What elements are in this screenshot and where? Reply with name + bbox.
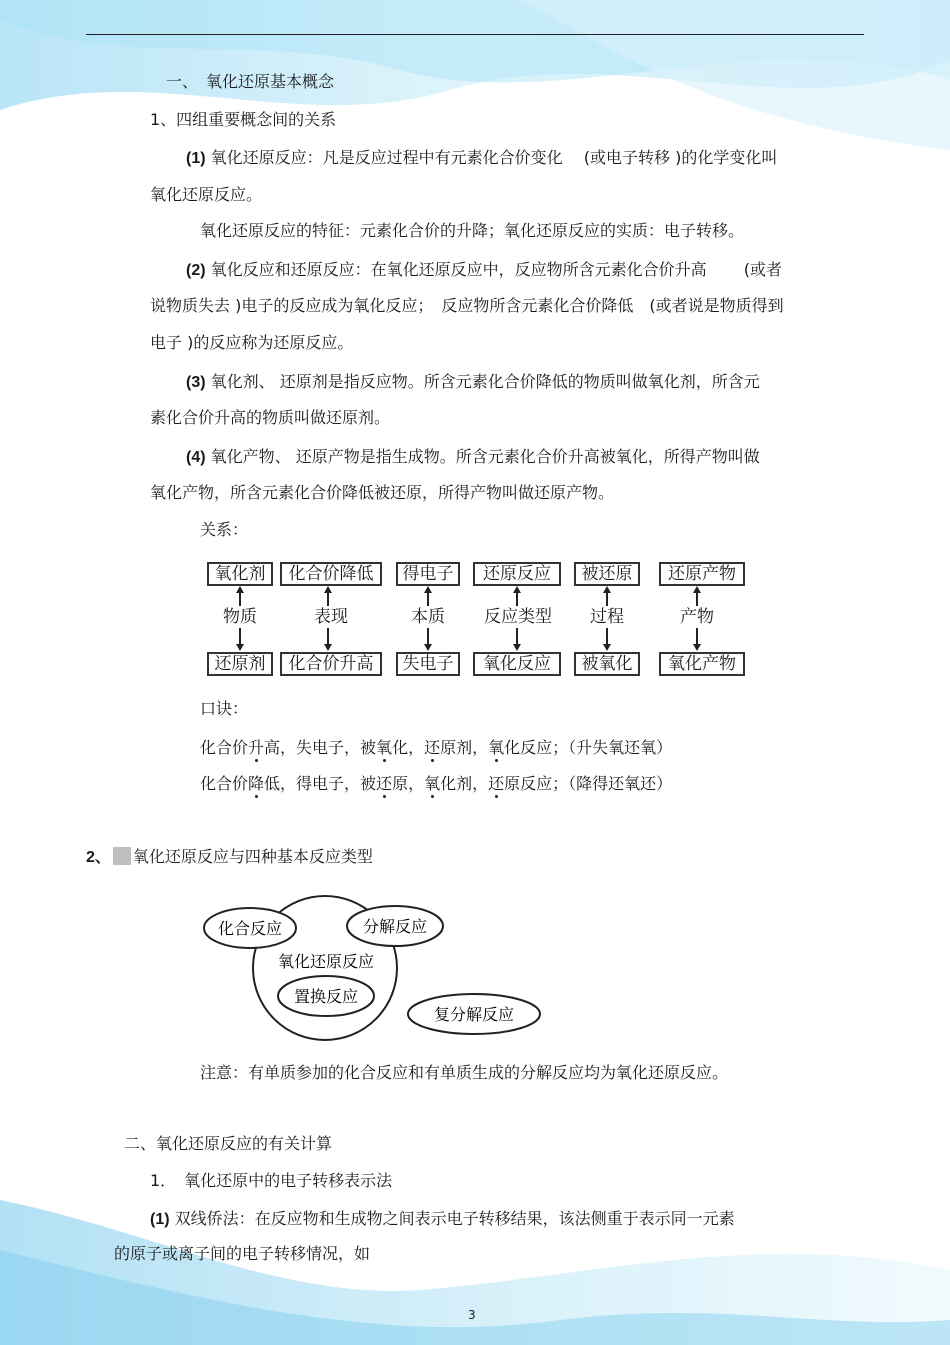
para2-number: (2) <box>186 262 206 279</box>
relation-top-reduction-product: 还原产物 <box>659 562 745 586</box>
venn-double-decomposition-label: 复分解反应 <box>433 1005 515 1024</box>
relation-bottom-oxidation-reaction: 氧化反应 <box>473 652 561 676</box>
mnemonic-line2 <box>200 774 672 794</box>
header-rule <box>86 34 864 35</box>
para1b-line: 氧化还原反应的特征：元素化合价的升降；氧化还原反应的实质：电子转移。 <box>200 221 745 240</box>
relation-mid-product: 产物 <box>680 607 714 627</box>
section2-heading: 二、氧化还原反应的有关计算 <box>124 1134 333 1153</box>
relation-mid-essence: 本质 <box>411 607 445 627</box>
para4-line1 <box>186 447 760 468</box>
para2-text: 氧化反应和还原反应：在氧化还原反应中，反应物所含元素化合价升高 (或者 <box>210 260 782 279</box>
reaction-type-venn-diagram <box>198 890 558 1050</box>
para2-line3: 电子 )的反应称为还原反应。 <box>150 333 354 352</box>
relation-label: 关系： <box>200 520 249 539</box>
section2-sub1-title: 1． 氧化还原中的电子转移表示法 <box>150 1171 393 1190</box>
mnemonic-segment: 低，得电子，被 <box>264 774 377 793</box>
mnemonic-segment: 原反应；（降得还氧还） <box>504 774 673 793</box>
mnemonic-segment: 化反应；（升失氧还氧） <box>504 738 673 757</box>
venn-decomposition-label: 分解反应 <box>362 917 428 936</box>
mnemonic-segment: 原剂， <box>440 738 489 757</box>
venn-note: 注意：有单质参加的化合反应和有单质生成的分解反应均为氧化还原反应。 <box>200 1063 729 1082</box>
section2-para1-line2: 的原子或离子间的电子转移情况，如 <box>114 1244 371 1263</box>
mnemonic-segment: 高，失电子，被 <box>264 738 377 757</box>
para4-number: (4) <box>186 449 206 466</box>
para3-line1 <box>186 372 760 393</box>
mnemonic-emphasis-char: 升 <box>248 738 265 757</box>
relation-mid-manifestation: 表现 <box>314 607 348 627</box>
mnemonic-segment: 原， <box>392 774 425 793</box>
relation-bottom-lose-electrons: 失电子 <box>396 652 460 676</box>
relation-top-reduction-reaction: 还原反应 <box>473 562 561 586</box>
highlight-marker <box>113 847 131 865</box>
mnemonic-segment: 化合价 <box>200 738 249 757</box>
mnemonic-label: 口诀： <box>200 699 249 718</box>
mnemonic-emphasis-char: 还 <box>488 774 505 793</box>
para1-number: (1) <box>186 150 206 167</box>
sub2-text: 氧化还原反应与四种基本反应类型 <box>132 847 373 866</box>
relation-mid-process: 过程 <box>590 607 624 627</box>
section1-heading: 一、 氧化还原基本概念 <box>166 72 335 91</box>
para1-line1 <box>186 148 777 169</box>
mnemonic-emphasis-char: 氧 <box>488 738 505 757</box>
relation-bottom-oxidation-product: 氧化产物 <box>659 652 745 676</box>
section1-sub1-title: 1、四组重要概念间的关系 <box>150 110 337 129</box>
para4-line2: 氧化产物，所含元素化合价降低被还原，所得产物叫做还原产物。 <box>150 483 615 502</box>
relation-top-oxidant: 氧化剂 <box>207 562 273 586</box>
mnemonic-emphasis-char: 还 <box>376 774 393 793</box>
mnemonic-segment: 化合价 <box>200 774 249 793</box>
para3-line2: 素化合价升高的物质叫做还原剂。 <box>150 408 391 427</box>
relation-bottom-oxidized: 被氧化 <box>574 652 640 676</box>
para4-text: 氧化产物、 还原产物是指生成物。所含元素化合价升高被氧化，所得产物叫做 <box>210 447 760 466</box>
relation-top-gain-electrons: 得电子 <box>396 562 460 586</box>
page-number: 3 <box>468 1308 476 1322</box>
para2-line1 <box>186 260 782 281</box>
venn-displacement-label: 置换反应 <box>293 987 359 1006</box>
relation-bottom-valence-increase: 化合价升高 <box>280 652 382 676</box>
para2-line2: 说物质失去 )电子的反应成为氧化反应； 反应物所含元素化合价降低 (或者说是物质得到 <box>150 296 784 315</box>
mnemonic-line1 <box>200 738 672 758</box>
venn-combination-label: 化合反应 <box>217 919 283 938</box>
mnemonic-emphasis-char: 氧 <box>376 738 393 757</box>
mnemonic-emphasis-char: 降 <box>248 774 265 793</box>
relation-bottom-reductant: 还原剂 <box>207 652 273 676</box>
para3-text: 氧化剂、 还原剂是指反应物。所含元素化合价降低的物质叫做氧化剂，所含元 <box>210 372 760 391</box>
relation-mid-reaction-type: 反应类型 <box>484 607 552 627</box>
mnemonic-segment: 化， <box>392 738 425 757</box>
mnemonic-segment: 化剂， <box>440 774 489 793</box>
venn-redox-label: 氧化还原反应 <box>277 952 375 971</box>
para3-number: (3) <box>186 374 206 391</box>
para1-line2: 氧化还原反应。 <box>150 185 263 204</box>
mnemonic-emphasis-char: 还 <box>424 738 441 757</box>
section2-para1-text: 双线侨法：在反应物和生成物之间表示电子转移结果，该法侧重于表示同一元素 <box>174 1209 735 1228</box>
section1-sub2-title <box>86 847 373 868</box>
relation-top-valence-decrease: 化合价降低 <box>280 562 382 586</box>
para1-text: 氧化还原反应：凡是反应过程中有元素化合价变化 (或电子转移 )的化学变化叫 <box>210 148 778 167</box>
relation-top-reduced: 被还原 <box>574 562 640 586</box>
section2-para1-number: (1) <box>150 1211 170 1228</box>
section2-para1-line1 <box>150 1209 735 1230</box>
sub2-number: 2、 <box>86 849 111 866</box>
mnemonic-emphasis-char: 氧 <box>424 774 441 793</box>
relation-mid-substance: 物质 <box>223 607 257 627</box>
